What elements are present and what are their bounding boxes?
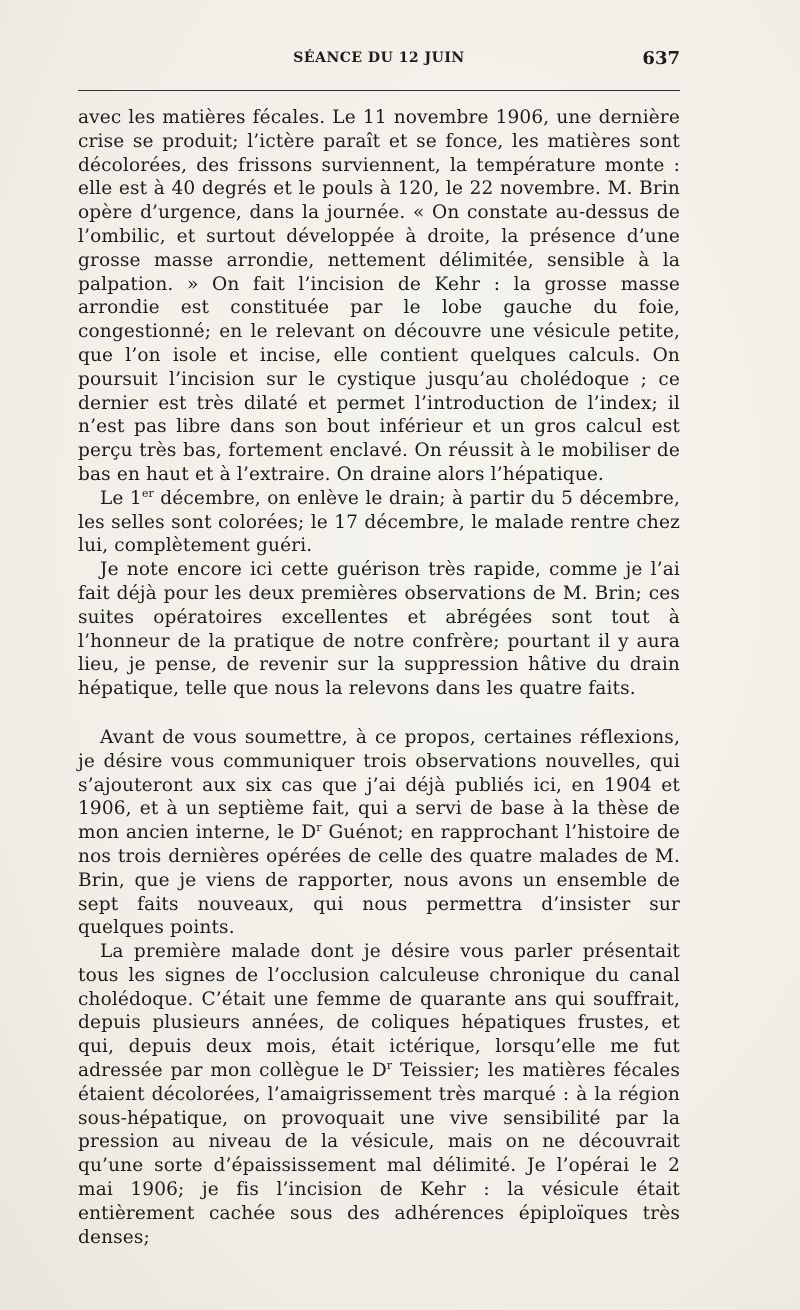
paragraph-first-patient xyxy=(78,940,680,1249)
superscript: er xyxy=(141,486,154,500)
superscript: r xyxy=(316,821,322,835)
paragraph-drain-removal xyxy=(78,487,680,558)
header-rule xyxy=(78,90,680,91)
paragraph-new-observations xyxy=(78,726,680,940)
running-title: SÉANCE DU 12 JUIN xyxy=(293,50,465,66)
paragraph-text: Guénot; en rapprochant l’histoire de nos trois dernières opérées de celle des quatre malades de M. Brin, que je viens de rapporter, nous avons un ensemble de sept faits nouveaux, qui nous permettra d’insister sur quelques points. xyxy=(78,822,680,939)
superscript: r xyxy=(386,1059,393,1073)
paragraph-text: Avant de vous soumettre, à ce propos, certaines réflexions, je désire vous communiquer trois observations nouvelles, qui s’ajouteront aux six cas que j’ai déjà publiés ici, en 1904 et 1906, et à un septième fait, qui a servi de base à la thèse de mon ancien interne, le D xyxy=(78,726,680,844)
paragraph-text: Teissier; les matières fécales étaient décolorées, l’amaigrissement très marqué : à la région sous-hépatique, on provoquait une vive sensibilité par la pression au niveau de la vésicule, mais on ne découvrait qu’une sorte d’épaississement mal délimité. Je l’opérai le 2 mai 1906; je fis l’incision de Kehr : la vésicule était entièrement cachée sous des adhérences épiploïques très denses; xyxy=(78,1060,680,1248)
paragraph-text: décembre, on enlève le drain; à partir du 5 décembre, les selles sont colorées; le 17 décembre, le malade rentre chez lui, complètement guéri. xyxy=(78,487,681,557)
body-text xyxy=(78,106,680,1249)
paragraph-rapid-healing xyxy=(78,558,680,701)
paragraph-text: Je note encore ici cette guérison très rapide, comme je l’ai fait déjà pour les deux premières observations de M. Brin; ces suites opératoires excellentes et abrégées sont tout à l’honneur de la pratique de notre confrère; pourtant il y aura lieu, je pense, de revenir sur la suppression hâtive du drain hépatique, telle que nous la relevons dans les quatre faits. xyxy=(78,559,680,700)
page-header xyxy=(78,50,680,72)
paragraph-text: avec les matières fécales. Le 11 novembre 1906, une dernière crise se produit; l’ictère paraît et se fonce, les matières sont décolorées, des frissons surviennent, la température monte : elle est à 40 degrés et le pouls à 120, le 22 novembre. M. Brin opère d’urgence, dans la journée. « On constate au-dessus de l’ombilic, et surtout développée à droite, la présence d’une grosse masse arrondie, nettement délimitée, sensible à la palpation. » On fait l’incision de Kehr : la grosse masse arrondie est constituée par le lobe gauche du foie, congestionné; en le relevant on découvre une vésicule petite, que l’on isole et incise, elle contient quelques calculs. On poursuit l’incision sur le cystique jusqu’au cholédoque ; ce dernier est très dilaté et permet l’introduction de l’index; il n’est pas libre dans son bout inférieur et un gros calcul est perçu très bas, fortement enclavé. On réussit à le mobiliser de bas en haut et à l’extraire. On draine alors l’hépatique. xyxy=(78,107,680,485)
page-number: 637 xyxy=(642,48,680,69)
paragraph-continuation xyxy=(78,106,680,487)
paragraph-text: Le 1 xyxy=(100,487,142,509)
paragraph-text: La première malade dont je désire vous parler présentait tous les signes de l’occlusion calculeuse chronique du canal cholédoque. C’était une femme de quarante ans qui souffrait, depuis plusieurs années, de coliques hépatiques frustes, et qui, depuis deux mois, était ictérique, lorsqu’elle me fut adressée par mon collègue le D xyxy=(78,941,680,1082)
